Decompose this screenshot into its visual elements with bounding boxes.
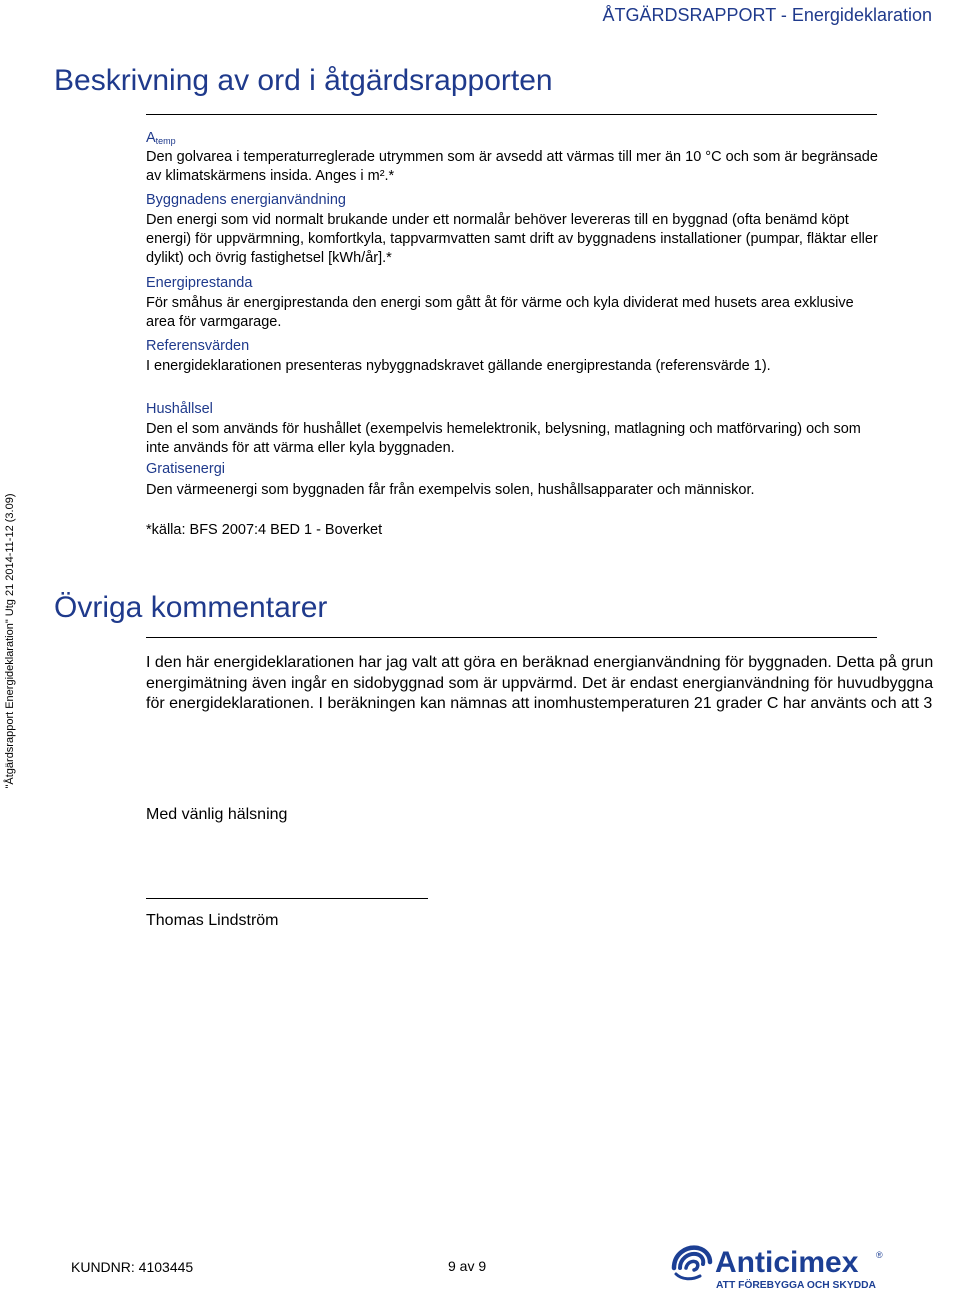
logo-tagline: ATT FÖREBYGGA OCH SKYDDA <box>716 1280 877 1291</box>
definition-atemp: Den golvarea i temperaturreglerade utrymmen som är avsedd att värmas till mer än 10 °C och som är begränsade av klimatskärmens insida. Anges i m².* <box>146 149 878 184</box>
anticimex-swirl-icon <box>674 1248 710 1279</box>
section-heading-comments: Övriga kommentarer <box>54 591 328 624</box>
logo-registered-mark: ® <box>876 1250 883 1260</box>
comment-line: för energideklarationen. I beräkningen kan nämnas att inomhustemperaturen 21 grader C har använts och att 3 <box>146 695 933 712</box>
comment-line: energimätning även ingår en sidobyggnad som är uppvärmd. Det är endast energianvändning för huvudbyggna <box>146 675 934 692</box>
comment-line: I den här energideklarationen har jag valt att göra en beräknad energianvändning för byggnaden. Detta på grun <box>146 654 934 671</box>
term-household-electricity: Hushållsel <box>146 401 213 417</box>
definition-building-energy-use: Den energi som vid normalt brukande under ett normalår behöver levereras till en byggnad (ofta benämd köpt energi) för uppvärmning, komfortkyla, tappvarmvatten samt drift av byggnadens installationer (pumpar, fläktar eller dylikt) och övrig fastighetsel [kWh/år].* <box>146 212 878 266</box>
heading-divider <box>146 114 877 115</box>
definition-household-electricity: Den el som används för hushållet (exempelvis hemelektronik, belysning, matlagning och matförvaring) och som inte används för att värma eller kyla byggnaden. <box>146 421 861 456</box>
side-document-info <box>0 493 20 789</box>
page-number: 9 av 9 <box>448 1258 487 1274</box>
side-document-text: "Åtgärdsrapport Energideklaration" Utg 21 2014-11-12 (3.09) <box>4 493 16 789</box>
section-heading-definitions: Beskrivning av ord i åtgärdsrapporten <box>54 64 553 97</box>
term-energy-performance: Energiprestanda <box>146 275 253 291</box>
definition-reference-values: I energideklarationen presenteras nybyggnadskravet gällande energiprestanda (referensvärde 1). <box>146 358 771 374</box>
term-atemp <box>146 130 176 146</box>
signatory-name: Thomas Lindström <box>146 912 279 929</box>
anticimex-logo <box>670 1242 885 1292</box>
customer-number: KUNDNR: 4103445 <box>71 1259 194 1275</box>
source-note: *källa: BFS 2007:4 BED 1 - Boverket <box>146 522 383 538</box>
closing-greeting: Med vänlig hälsning <box>146 806 288 823</box>
term-reference-values: Referensvärden <box>146 338 250 354</box>
logo-wordmark: Anticimex <box>715 1246 859 1279</box>
comments-divider <box>146 637 877 638</box>
definition-free-energy: Den värmeenergi som byggnaden får från exempelvis solen, hushållsapparater och människor. <box>146 482 755 498</box>
term-free-energy: Gratisenergi <box>146 461 225 477</box>
term-building-energy-use: Byggnadens energianvändning <box>146 192 346 208</box>
report-header-title: ÅTGÄRDSRAPPORT - Energideklaration <box>602 5 932 25</box>
atemp-subscript: temp <box>155 136 176 146</box>
definition-energy-performance: För småhus är energiprestanda den energi som gått åt för värme och kyla dividerat med husets area exklusive area för varmgarage. <box>146 295 854 330</box>
atemp-symbol: A <box>146 130 156 146</box>
signature-line <box>146 898 428 899</box>
